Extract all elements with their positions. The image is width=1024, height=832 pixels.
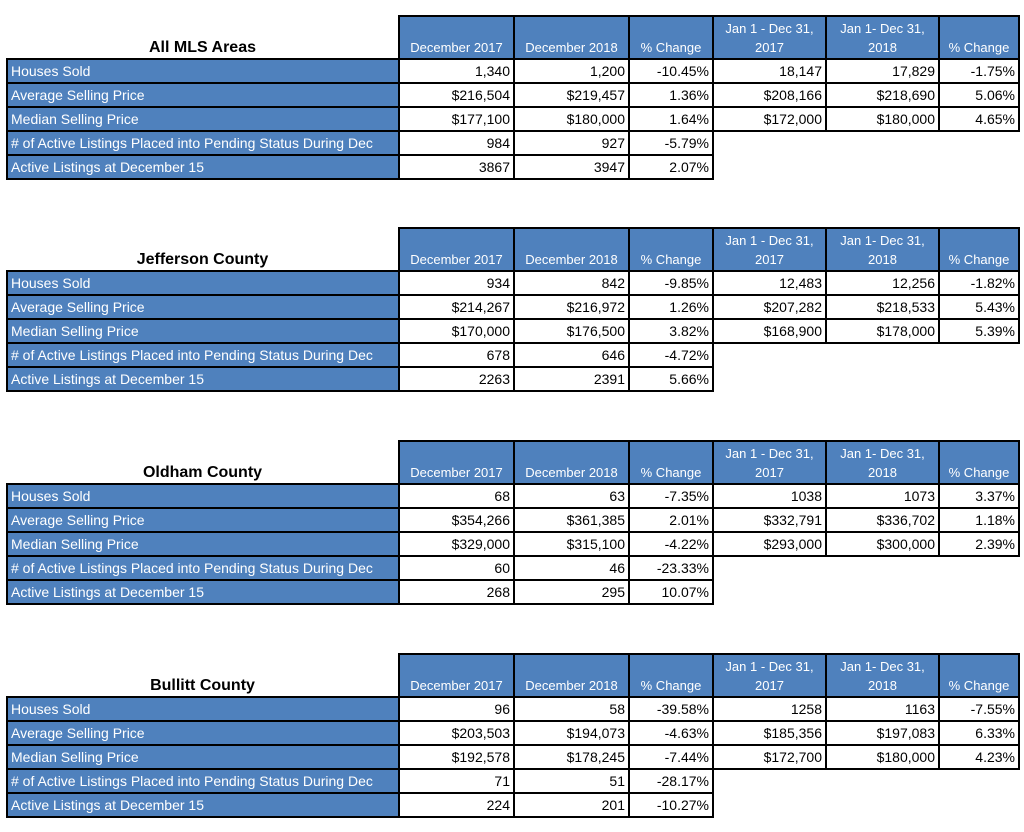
header-row — [7, 441, 1019, 484]
value-cell: 10.07% — [629, 580, 713, 604]
value-cell: $176,500 — [514, 319, 629, 343]
value-cell: -28.17% — [629, 769, 713, 793]
value-cell: $197,083 — [826, 721, 939, 745]
value-cell: 1,340 — [399, 59, 514, 83]
value-cell: $300,000 — [826, 532, 939, 556]
value-cell: $172,700 — [713, 745, 826, 769]
value-cell: 3.82% — [629, 319, 713, 343]
col-header-dec-2018: December 2018 — [514, 16, 629, 59]
value-cell: $216,504 — [399, 83, 514, 107]
value-cell: 96 — [399, 697, 514, 721]
value-cell: 1073 — [826, 484, 939, 508]
area-stats-block — [0, 425, 1024, 615]
value-cell: $218,690 — [826, 83, 939, 107]
value-cell: 1163 — [826, 697, 939, 721]
empty-cell — [713, 155, 1019, 179]
row-label: Houses Sold — [7, 697, 399, 721]
value-cell: 1.26% — [629, 295, 713, 319]
value-cell: 2.07% — [629, 155, 713, 179]
value-cell: 224 — [399, 793, 514, 817]
value-cell: 58 — [514, 697, 629, 721]
col-header-pct-change-month: % Change — [629, 16, 713, 59]
table-row — [7, 793, 1019, 817]
empty-cell — [713, 556, 1019, 580]
value-cell: 678 — [399, 343, 514, 367]
table-row — [7, 532, 1019, 556]
col-header-ytd-2018: Jan 1- Dec 31, 2018 — [826, 228, 939, 271]
table-row — [7, 343, 1019, 367]
col-header-dec-2018: December 2018 — [514, 441, 629, 484]
table-row — [7, 721, 1019, 745]
table-row — [7, 131, 1019, 155]
value-cell: 3947 — [514, 155, 629, 179]
area-stats-block — [0, 212, 1024, 402]
col-header-pct-change-ytd: % Change — [939, 654, 1019, 697]
empty-cell — [713, 580, 1019, 604]
value-cell: 12,256 — [826, 271, 939, 295]
row-label: # of Active Listings Placed into Pending Status During Dec — [7, 556, 399, 580]
empty-cell — [713, 343, 1019, 367]
area-stats-block — [0, 638, 1024, 828]
value-cell: -7.55% — [939, 697, 1019, 721]
table-row — [7, 697, 1019, 721]
table-row — [7, 271, 1019, 295]
value-cell: $180,000 — [826, 107, 939, 131]
value-cell: 4.23% — [939, 745, 1019, 769]
value-cell: $332,791 — [713, 508, 826, 532]
col-header-dec-2018: December 2018 — [514, 228, 629, 271]
value-cell: $192,578 — [399, 745, 514, 769]
row-label: # of Active Listings Placed into Pending Status During Dec — [7, 769, 399, 793]
value-cell: 2391 — [514, 367, 629, 391]
col-header-ytd-2017: Jan 1 - Dec 31, 2017 — [713, 654, 826, 697]
value-cell: 18,147 — [713, 59, 826, 83]
table-row — [7, 83, 1019, 107]
row-label: Average Selling Price — [7, 721, 399, 745]
col-header-ytd-2018: Jan 1- Dec 31, 2018 — [826, 654, 939, 697]
value-cell: -10.45% — [629, 59, 713, 83]
value-cell: 12,483 — [713, 271, 826, 295]
value-cell: 1038 — [713, 484, 826, 508]
value-cell: $219,457 — [514, 83, 629, 107]
value-cell: $214,267 — [399, 295, 514, 319]
value-cell: $194,073 — [514, 721, 629, 745]
table-row — [7, 319, 1019, 343]
value-cell: $185,356 — [713, 721, 826, 745]
row-label: Active Listings at December 15 — [7, 155, 399, 179]
row-label: Houses Sold — [7, 59, 399, 83]
row-label: Median Selling Price — [7, 532, 399, 556]
header-row — [7, 654, 1019, 697]
value-cell: 6.33% — [939, 721, 1019, 745]
value-cell: -1.75% — [939, 59, 1019, 83]
value-cell: $315,100 — [514, 532, 629, 556]
value-cell: $172,000 — [713, 107, 826, 131]
value-cell: $168,900 — [713, 319, 826, 343]
table-row — [7, 745, 1019, 769]
value-cell: 1.64% — [629, 107, 713, 131]
value-cell: 4.65% — [939, 107, 1019, 131]
value-cell: -1.82% — [939, 271, 1019, 295]
col-header-ytd-2018: Jan 1- Dec 31, 2018 — [826, 16, 939, 59]
table-row — [7, 508, 1019, 532]
value-cell: -9.85% — [629, 271, 713, 295]
table-row — [7, 769, 1019, 793]
row-label: Median Selling Price — [7, 745, 399, 769]
area-stats-table — [6, 653, 1020, 818]
value-cell: -39.58% — [629, 697, 713, 721]
value-cell: $208,166 — [713, 83, 826, 107]
row-label: Average Selling Price — [7, 508, 399, 532]
row-label: Active Listings at December 15 — [7, 367, 399, 391]
value-cell: $170,000 — [399, 319, 514, 343]
value-cell: -4.63% — [629, 721, 713, 745]
table-row — [7, 484, 1019, 508]
value-cell: 268 — [399, 580, 514, 604]
row-label: Active Listings at December 15 — [7, 793, 399, 817]
col-header-pct-change-ytd: % Change — [939, 228, 1019, 271]
row-label: Average Selling Price — [7, 83, 399, 107]
empty-cell — [713, 367, 1019, 391]
area-title: Bullitt County — [7, 654, 399, 697]
value-cell: -23.33% — [629, 556, 713, 580]
value-cell: $203,503 — [399, 721, 514, 745]
col-header-pct-change-ytd: % Change — [939, 441, 1019, 484]
col-header-dec-2017: December 2017 — [399, 16, 514, 59]
value-cell: $178,000 — [826, 319, 939, 343]
value-cell: -5.79% — [629, 131, 713, 155]
row-label: Houses Sold — [7, 484, 399, 508]
value-cell: 46 — [514, 556, 629, 580]
value-cell: $216,972 — [514, 295, 629, 319]
table-row — [7, 295, 1019, 319]
table-row — [7, 556, 1019, 580]
value-cell: 1258 — [713, 697, 826, 721]
value-cell: $361,385 — [514, 508, 629, 532]
area-stats-table — [6, 15, 1020, 180]
value-cell: 5.43% — [939, 295, 1019, 319]
row-label: Median Selling Price — [7, 319, 399, 343]
value-cell: 63 — [514, 484, 629, 508]
value-cell: 2.01% — [629, 508, 713, 532]
table-row — [7, 580, 1019, 604]
area-title: Jefferson County — [7, 228, 399, 271]
value-cell: $177,100 — [399, 107, 514, 131]
value-cell: 1,200 — [514, 59, 629, 83]
col-header-dec-2017: December 2017 — [399, 228, 514, 271]
value-cell: 71 — [399, 769, 514, 793]
value-cell: -10.27% — [629, 793, 713, 817]
col-header-pct-change-month: % Change — [629, 228, 713, 271]
area-title: All MLS Areas — [7, 16, 399, 59]
empty-cell — [713, 131, 1019, 155]
value-cell: 934 — [399, 271, 514, 295]
value-cell: $293,000 — [713, 532, 826, 556]
row-label: Houses Sold — [7, 271, 399, 295]
value-cell: $207,282 — [713, 295, 826, 319]
value-cell: $354,266 — [399, 508, 514, 532]
value-cell: $218,533 — [826, 295, 939, 319]
empty-cell — [713, 769, 1019, 793]
empty-cell — [713, 793, 1019, 817]
value-cell: 5.66% — [629, 367, 713, 391]
table-row — [7, 107, 1019, 131]
col-header-dec-2018: December 2018 — [514, 654, 629, 697]
value-cell: 17,829 — [826, 59, 939, 83]
value-cell: 60 — [399, 556, 514, 580]
area-stats-table — [6, 227, 1020, 392]
value-cell: -7.44% — [629, 745, 713, 769]
value-cell: $336,702 — [826, 508, 939, 532]
row-label: # of Active Listings Placed into Pending Status During Dec — [7, 131, 399, 155]
row-label: Active Listings at December 15 — [7, 580, 399, 604]
value-cell: 5.06% — [939, 83, 1019, 107]
value-cell: 646 — [514, 343, 629, 367]
value-cell: 984 — [399, 131, 514, 155]
area-stats-table — [6, 440, 1020, 605]
value-cell: 2263 — [399, 367, 514, 391]
col-header-dec-2017: December 2017 — [399, 654, 514, 697]
value-cell: $180,000 — [514, 107, 629, 131]
value-cell: 927 — [514, 131, 629, 155]
header-row — [7, 16, 1019, 59]
value-cell: 295 — [514, 580, 629, 604]
value-cell: 5.39% — [939, 319, 1019, 343]
value-cell: 3867 — [399, 155, 514, 179]
value-cell: 3.37% — [939, 484, 1019, 508]
col-header-pct-change-ytd: % Change — [939, 16, 1019, 59]
area-title: Oldham County — [7, 441, 399, 484]
col-header-dec-2017: December 2017 — [399, 441, 514, 484]
table-row — [7, 155, 1019, 179]
header-row — [7, 228, 1019, 271]
col-header-ytd-2017: Jan 1 - Dec 31, 2017 — [713, 441, 826, 484]
value-cell: -4.22% — [629, 532, 713, 556]
row-label: Median Selling Price — [7, 107, 399, 131]
col-header-pct-change-month: % Change — [629, 654, 713, 697]
value-cell: $329,000 — [399, 532, 514, 556]
col-header-pct-change-month: % Change — [629, 441, 713, 484]
value-cell: $180,000 — [826, 745, 939, 769]
value-cell: 68 — [399, 484, 514, 508]
value-cell: 2.39% — [939, 532, 1019, 556]
value-cell: 1.36% — [629, 83, 713, 107]
col-header-ytd-2017: Jan 1 - Dec 31, 2017 — [713, 16, 826, 59]
value-cell: $178,245 — [514, 745, 629, 769]
col-header-ytd-2017: Jan 1 - Dec 31, 2017 — [713, 228, 826, 271]
row-label: Average Selling Price — [7, 295, 399, 319]
table-row — [7, 59, 1019, 83]
col-header-ytd-2018: Jan 1- Dec 31, 2018 — [826, 441, 939, 484]
value-cell: -7.35% — [629, 484, 713, 508]
value-cell: 51 — [514, 769, 629, 793]
value-cell: 1.18% — [939, 508, 1019, 532]
area-stats-block — [0, 0, 1024, 190]
row-label: # of Active Listings Placed into Pending Status During Dec — [7, 343, 399, 367]
table-row — [7, 367, 1019, 391]
value-cell: 201 — [514, 793, 629, 817]
value-cell: -4.72% — [629, 343, 713, 367]
value-cell: 842 — [514, 271, 629, 295]
